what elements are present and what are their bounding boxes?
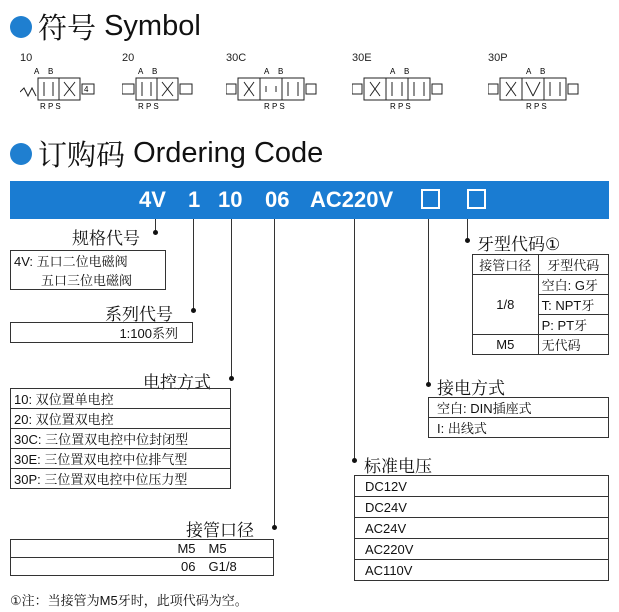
wiring-row: 空白: DIN插座式 [429, 398, 609, 418]
symbol-30e: 30E A B R P S [352, 52, 446, 115]
valve-symbol-icon [20, 64, 114, 110]
connector-line [354, 219, 355, 459]
spec-row: 五口三位电磁阀 [11, 270, 166, 290]
pipe-code: 06 [11, 558, 206, 576]
pipe-size: M5 [206, 540, 274, 558]
connector-dot [426, 382, 431, 387]
svg-text:R P S: R P S [390, 102, 411, 110]
connector-line [467, 219, 468, 239]
thread-option: T: NPT牙 [538, 295, 608, 315]
svg-text:A: A [34, 67, 40, 76]
voltage-row: AC24V [355, 518, 609, 539]
svg-text:B: B [404, 67, 410, 76]
svg-text:B: B [152, 67, 158, 76]
control-row: 30E: 三位置双电控中位排气型 [11, 449, 231, 469]
control-title: 电控方式 [143, 373, 211, 392]
series-row: 1:100系列 [11, 323, 193, 343]
pipe-size: G1/8 [206, 558, 274, 576]
voltage-row: AC220V [355, 539, 609, 560]
connector-dot [465, 238, 470, 243]
pipe-table [10, 539, 274, 576]
symbol-20: 20 A B R P S [122, 52, 216, 115]
svg-text:A: A [390, 67, 396, 76]
voltage-table [354, 475, 609, 581]
symbol-30c: 30C A B R P S [226, 52, 320, 115]
pipe-code: M5 [11, 540, 206, 558]
code-blank-thread [467, 189, 486, 209]
thread-size: 1/8 [473, 275, 539, 335]
voltage-row: AC110V [355, 560, 609, 581]
connector-line [193, 219, 194, 310]
code-part-series: 1 [188, 187, 201, 212]
svg-text:4: 4 [84, 85, 89, 94]
svg-text:B: B [48, 67, 54, 76]
voltage-row: DC24V [355, 497, 609, 518]
thread-title: 牙型代码① [477, 235, 561, 254]
connector-line [231, 219, 232, 378]
svg-text:A: A [264, 67, 270, 76]
ordering-code-bar [10, 181, 609, 219]
control-row: 30C: 三位置双电控中位封闭型 [11, 429, 231, 449]
control-table [10, 388, 231, 489]
wiring-row: I: 出线式 [429, 418, 609, 438]
thread-option: 无代码 [538, 335, 608, 355]
connector-line [428, 219, 429, 384]
valve-symbol-icon [122, 64, 216, 110]
code-part-spec: 4V [139, 187, 166, 212]
svg-text:R P S: R P S [264, 102, 285, 110]
thread-option: 空白: G牙 [538, 275, 608, 295]
series-title: 系列代号 [105, 305, 173, 324]
voltage-row: DC12V [355, 476, 609, 497]
control-row: 30P: 三位置双电控中位压力型 [11, 469, 231, 489]
thread-header: 牙型代码 [538, 255, 608, 275]
code-part-voltage: AC220V [310, 187, 394, 212]
voltage-title: 标准电压 [364, 457, 432, 476]
valve-symbol-icon [488, 64, 582, 110]
control-row: 20: 双位置双电控 [11, 409, 231, 429]
symbol-heading: 符号 Symbol [10, 6, 201, 47]
wiring-title: 接电方式 [437, 379, 505, 398]
footnote: ①注：当接管为M5牙时，此项代码为空。 [10, 593, 248, 608]
connector-dot [191, 308, 196, 313]
connector-dot [272, 525, 277, 530]
pipe-title: 接管口径 [186, 521, 254, 540]
code-blank-wiring [421, 189, 440, 209]
symbol-10: 10 A B 4 R P S [20, 52, 114, 115]
connector-line [155, 219, 156, 230]
svg-text:B: B [278, 67, 284, 76]
thread-option: P: PT牙 [538, 315, 608, 335]
bullet-icon [10, 16, 32, 38]
connector-line [274, 219, 275, 527]
bullet-icon [10, 143, 32, 165]
svg-text:R P S: R P S [40, 102, 61, 110]
wiring-table [428, 397, 609, 438]
svg-text:R P S: R P S [526, 102, 547, 110]
spec-table [10, 250, 166, 290]
code-part-control: 10 [218, 187, 243, 212]
connector-dot [153, 230, 158, 235]
thread-table [472, 254, 609, 355]
series-table [10, 322, 193, 343]
thread-size: M5 [473, 335, 539, 355]
symbol-30p: 30P A B R P S [488, 52, 582, 115]
spec-row: 4V: 五口二位电磁阀 [11, 251, 166, 271]
svg-text:A: A [526, 67, 532, 76]
connector-dot [352, 458, 357, 463]
control-row: 10: 双位置单电控 [11, 389, 231, 409]
connector-dot [229, 376, 234, 381]
svg-text:B: B [540, 67, 546, 76]
svg-text:A: A [138, 67, 144, 76]
spec-title: 规格代号 [72, 229, 140, 248]
valve-symbol-icon [226, 64, 320, 110]
code-part-pipe: 06 [265, 187, 290, 212]
ordering-heading: 订购码 Ordering Code [10, 133, 323, 174]
valve-symbol-icon [352, 64, 446, 110]
svg-text:R P S: R P S [138, 102, 159, 110]
thread-header: 接管口径 [473, 255, 539, 275]
